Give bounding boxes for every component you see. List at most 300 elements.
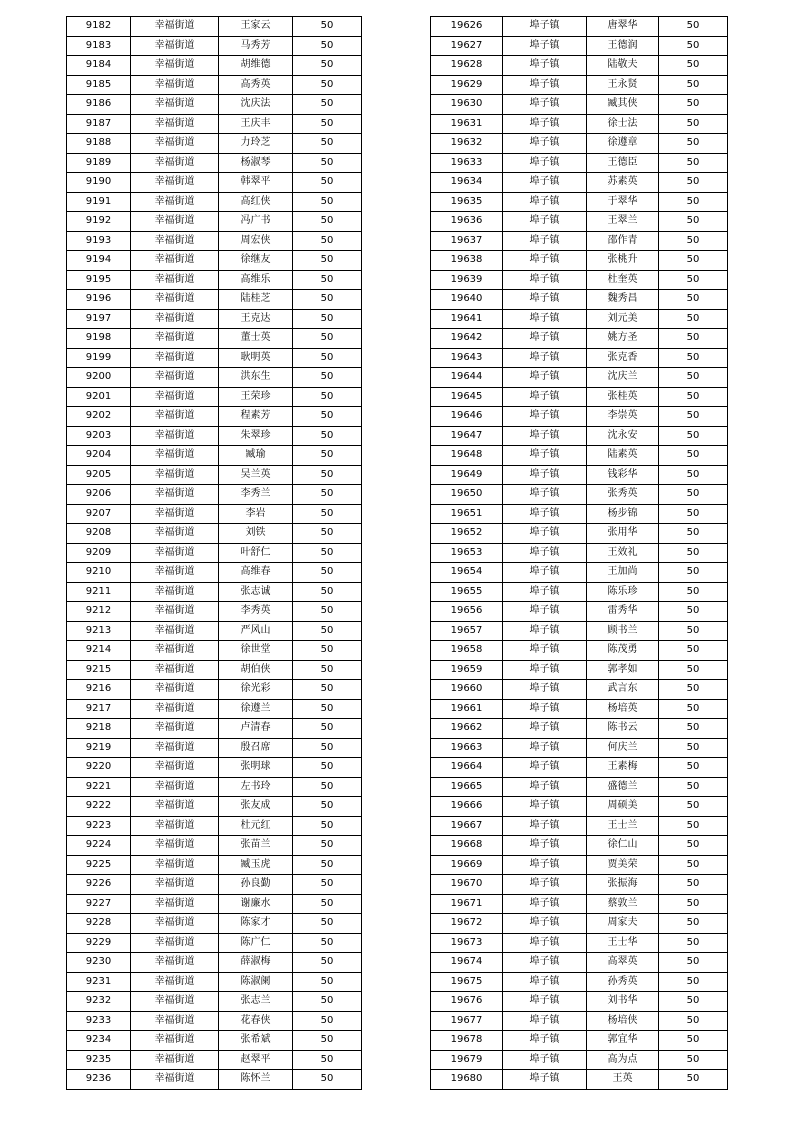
- name-cell: 王庆丰: [219, 114, 293, 134]
- amount-cell: 50: [293, 992, 362, 1012]
- table-row: [431, 290, 728, 310]
- district-cell: 埠子镇: [503, 797, 587, 817]
- district-cell: 埠子镇: [503, 75, 587, 95]
- district-cell: 埠子镇: [503, 465, 587, 485]
- amount-cell: 50: [293, 894, 362, 914]
- name-cell: 唐翠华: [587, 17, 659, 37]
- name-cell: 杨培英: [587, 699, 659, 719]
- serial-number-cell: 19677: [431, 1011, 503, 1031]
- table-row: [431, 114, 728, 134]
- amount-cell: 50: [293, 543, 362, 563]
- name-cell: 蔡敦兰: [587, 894, 659, 914]
- serial-number-cell: 9228: [67, 914, 131, 934]
- table-row: [67, 699, 362, 719]
- serial-number-cell: 19660: [431, 680, 503, 700]
- amount-cell: 50: [293, 329, 362, 349]
- serial-number-cell: 9209: [67, 543, 131, 563]
- table-row: [431, 836, 728, 856]
- district-cell: 埠子镇: [503, 426, 587, 446]
- district-cell: 幸福街道: [131, 680, 219, 700]
- district-cell: 埠子镇: [503, 387, 587, 407]
- district-cell: 幸福街道: [131, 914, 219, 934]
- district-cell: 埠子镇: [503, 582, 587, 602]
- amount-cell: 50: [293, 114, 362, 134]
- district-cell: 幸福街道: [131, 36, 219, 56]
- amount-cell: 50: [659, 348, 728, 368]
- district-cell: 幸福街道: [131, 270, 219, 290]
- name-cell: 陈怀兰: [219, 1070, 293, 1090]
- table-row: [67, 836, 362, 856]
- serial-number-cell: 19666: [431, 797, 503, 817]
- name-cell: 盛德兰: [587, 777, 659, 797]
- district-cell: 幸福街道: [131, 933, 219, 953]
- table-row: [67, 582, 362, 602]
- serial-number-cell: 9189: [67, 153, 131, 173]
- amount-cell: 50: [293, 816, 362, 836]
- table-row: [67, 36, 362, 56]
- district-cell: 幸福街道: [131, 212, 219, 232]
- table-row: [431, 17, 728, 37]
- amount-cell: 50: [659, 719, 728, 739]
- district-cell: 幸福街道: [131, 992, 219, 1012]
- name-cell: 严风山: [219, 621, 293, 641]
- name-cell: 徐世堂: [219, 641, 293, 661]
- table-row: [67, 777, 362, 797]
- district-cell: 埠子镇: [503, 1011, 587, 1031]
- serial-number-cell: 9227: [67, 894, 131, 914]
- serial-number-cell: 19669: [431, 855, 503, 875]
- name-cell: 董士英: [219, 329, 293, 349]
- name-cell: 杨培侠: [587, 1011, 659, 1031]
- amount-cell: 50: [293, 173, 362, 193]
- right-table: [430, 16, 728, 1090]
- table-row: [67, 251, 362, 271]
- amount-cell: 50: [659, 660, 728, 680]
- table-row: [67, 797, 362, 817]
- table-row: [431, 1050, 728, 1070]
- name-cell: 周硕美: [587, 797, 659, 817]
- amount-cell: 50: [659, 738, 728, 758]
- name-cell: 高维乐: [219, 270, 293, 290]
- name-cell: 高维春: [219, 563, 293, 583]
- table-row: [67, 660, 362, 680]
- table-row: [67, 56, 362, 76]
- table-row: [431, 1070, 728, 1090]
- serial-number-cell: 9226: [67, 875, 131, 895]
- amount-cell: 50: [659, 953, 728, 973]
- district-cell: 埠子镇: [503, 758, 587, 778]
- district-cell: 幸福街道: [131, 192, 219, 212]
- name-cell: 冯广书: [219, 212, 293, 232]
- name-cell: 王克达: [219, 309, 293, 329]
- table-row: [67, 212, 362, 232]
- table-row: [431, 153, 728, 173]
- amount-cell: 50: [293, 309, 362, 329]
- name-cell: 陆素英: [587, 446, 659, 466]
- name-cell: 陈书云: [587, 719, 659, 739]
- district-cell: 幸福街道: [131, 407, 219, 427]
- amount-cell: 50: [293, 212, 362, 232]
- name-cell: 雷秀华: [587, 602, 659, 622]
- table-row: [67, 524, 362, 544]
- amount-cell: 50: [293, 797, 362, 817]
- amount-cell: 50: [659, 329, 728, 349]
- amount-cell: 50: [293, 602, 362, 622]
- table-row: [431, 212, 728, 232]
- district-cell: 幸福街道: [131, 894, 219, 914]
- name-cell: 王素梅: [587, 758, 659, 778]
- table-row: [67, 348, 362, 368]
- district-cell: 幸福街道: [131, 17, 219, 37]
- table-row: [431, 1011, 728, 1031]
- amount-cell: 50: [659, 1011, 728, 1031]
- serial-number-cell: 19670: [431, 875, 503, 895]
- name-cell: 胡维德: [219, 56, 293, 76]
- amount-cell: 50: [293, 738, 362, 758]
- district-cell: 埠子镇: [503, 56, 587, 76]
- district-cell: 埠子镇: [503, 270, 587, 290]
- serial-number-cell: 9194: [67, 251, 131, 271]
- serial-number-cell: 9233: [67, 1011, 131, 1031]
- table-row: [67, 75, 362, 95]
- amount-cell: 50: [293, 855, 362, 875]
- name-cell: 陆桂芝: [219, 290, 293, 310]
- amount-cell: 50: [293, 875, 362, 895]
- name-cell: 沈庆兰: [587, 368, 659, 388]
- district-cell: 埠子镇: [503, 933, 587, 953]
- amount-cell: 50: [659, 56, 728, 76]
- amount-cell: 50: [293, 387, 362, 407]
- table-row: [431, 543, 728, 563]
- table-row: [431, 582, 728, 602]
- amount-cell: 50: [659, 270, 728, 290]
- serial-number-cell: 9215: [67, 660, 131, 680]
- serial-number-cell: 19668: [431, 836, 503, 856]
- table-row: [67, 972, 362, 992]
- serial-number-cell: 9218: [67, 719, 131, 739]
- name-cell: 王士华: [587, 933, 659, 953]
- name-cell: 王家云: [219, 17, 293, 37]
- district-cell: 幸福街道: [131, 309, 219, 329]
- serial-number-cell: 19629: [431, 75, 503, 95]
- table-row: [431, 309, 728, 329]
- serial-number-cell: 9223: [67, 816, 131, 836]
- district-cell: 幸福街道: [131, 1031, 219, 1051]
- amount-cell: 50: [659, 777, 728, 797]
- serial-number-cell: 9224: [67, 836, 131, 856]
- district-cell: 埠子镇: [503, 446, 587, 466]
- serial-number-cell: 9207: [67, 504, 131, 524]
- amount-cell: 50: [293, 446, 362, 466]
- district-cell: 幸福街道: [131, 621, 219, 641]
- district-cell: 幸福街道: [131, 75, 219, 95]
- table-row: [67, 543, 362, 563]
- amount-cell: 50: [659, 524, 728, 544]
- amount-cell: 50: [659, 407, 728, 427]
- name-cell: 顾书兰: [587, 621, 659, 641]
- amount-cell: 50: [293, 660, 362, 680]
- serial-number-cell: 19653: [431, 543, 503, 563]
- amount-cell: 50: [659, 563, 728, 583]
- amount-cell: 50: [659, 543, 728, 563]
- serial-number-cell: 19649: [431, 465, 503, 485]
- name-cell: 杨淑琴: [219, 153, 293, 173]
- table-row: [67, 270, 362, 290]
- name-cell: 邵作青: [587, 231, 659, 251]
- name-cell: 胡伯侠: [219, 660, 293, 680]
- name-cell: 杜元红: [219, 816, 293, 836]
- amount-cell: 50: [293, 524, 362, 544]
- amount-cell: 50: [659, 75, 728, 95]
- table-row: [431, 36, 728, 56]
- name-cell: 张克香: [587, 348, 659, 368]
- amount-cell: 50: [659, 816, 728, 836]
- table-row: [431, 75, 728, 95]
- district-cell: 幸福街道: [131, 56, 219, 76]
- serial-number-cell: 19659: [431, 660, 503, 680]
- amount-cell: 50: [293, 953, 362, 973]
- table-row: [431, 270, 728, 290]
- table-row: [431, 485, 728, 505]
- district-cell: 幸福街道: [131, 855, 219, 875]
- table-row: [67, 738, 362, 758]
- name-cell: 卢清春: [219, 719, 293, 739]
- table-row: [431, 1031, 728, 1051]
- serial-number-cell: 9236: [67, 1070, 131, 1090]
- table-row: [431, 933, 728, 953]
- name-cell: 张秀英: [587, 485, 659, 505]
- serial-number-cell: 9205: [67, 465, 131, 485]
- name-cell: 王效礼: [587, 543, 659, 563]
- table-row: [67, 173, 362, 193]
- amount-cell: 50: [293, 1011, 362, 1031]
- district-cell: 埠子镇: [503, 407, 587, 427]
- name-cell: 赵翠平: [219, 1050, 293, 1070]
- table-row: [431, 368, 728, 388]
- amount-cell: 50: [659, 914, 728, 934]
- district-cell: 幸福街道: [131, 719, 219, 739]
- serial-number-cell: 9191: [67, 192, 131, 212]
- name-cell: 王荣珍: [219, 387, 293, 407]
- district-cell: 幸福街道: [131, 114, 219, 134]
- serial-number-cell: 19657: [431, 621, 503, 641]
- name-cell: 高为点: [587, 1050, 659, 1070]
- amount-cell: 50: [293, 153, 362, 173]
- table-row: [67, 309, 362, 329]
- district-cell: 埠子镇: [503, 114, 587, 134]
- district-cell: 埠子镇: [503, 836, 587, 856]
- amount-cell: 50: [293, 1031, 362, 1051]
- amount-cell: 50: [659, 446, 728, 466]
- serial-number-cell: 19665: [431, 777, 503, 797]
- serial-number-cell: 9188: [67, 134, 131, 154]
- name-cell: 叶舒仁: [219, 543, 293, 563]
- district-cell: 幸福街道: [131, 251, 219, 271]
- district-cell: 埠子镇: [503, 485, 587, 505]
- district-cell: 埠子镇: [503, 309, 587, 329]
- amount-cell: 50: [659, 797, 728, 817]
- serial-number-cell: 9185: [67, 75, 131, 95]
- amount-cell: 50: [659, 387, 728, 407]
- name-cell: 沈永安: [587, 426, 659, 446]
- district-cell: 埠子镇: [503, 17, 587, 37]
- name-cell: 李秀兰: [219, 485, 293, 505]
- table-row: [67, 1070, 362, 1090]
- amount-cell: 50: [293, 504, 362, 524]
- name-cell: 张友成: [219, 797, 293, 817]
- serial-number-cell: 19672: [431, 914, 503, 934]
- name-cell: 力玲芝: [219, 134, 293, 154]
- name-cell: 张志兰: [219, 992, 293, 1012]
- name-cell: 沈庆法: [219, 95, 293, 115]
- serial-number-cell: 9182: [67, 17, 131, 37]
- amount-cell: 50: [293, 17, 362, 37]
- table-row: [431, 758, 728, 778]
- table-row: [67, 641, 362, 661]
- table-row: [431, 914, 728, 934]
- name-cell: 孙良勤: [219, 875, 293, 895]
- serial-number-cell: 19648: [431, 446, 503, 466]
- amount-cell: 50: [659, 992, 728, 1012]
- table-row: [67, 95, 362, 115]
- amount-cell: 50: [293, 621, 362, 641]
- serial-number-cell: 19634: [431, 173, 503, 193]
- serial-number-cell: 9195: [67, 270, 131, 290]
- name-cell: 高红侠: [219, 192, 293, 212]
- serial-number-cell: 19652: [431, 524, 503, 544]
- district-cell: 幸福街道: [131, 446, 219, 466]
- serial-number-cell: 19646: [431, 407, 503, 427]
- district-cell: 幸福街道: [131, 95, 219, 115]
- name-cell: 王永贤: [587, 75, 659, 95]
- left-table: [66, 16, 362, 1090]
- amount-cell: 50: [293, 348, 362, 368]
- serial-number-cell: 19680: [431, 1070, 503, 1090]
- serial-number-cell: 9213: [67, 621, 131, 641]
- table-row: [431, 348, 728, 368]
- name-cell: 周宏侠: [219, 231, 293, 251]
- district-cell: 埠子镇: [503, 504, 587, 524]
- amount-cell: 50: [659, 1050, 728, 1070]
- district-cell: 埠子镇: [503, 914, 587, 934]
- name-cell: 臧瑜: [219, 446, 293, 466]
- serial-number-cell: 9204: [67, 446, 131, 466]
- amount-cell: 50: [659, 641, 728, 661]
- table-row: [431, 329, 728, 349]
- name-cell: 张用华: [587, 524, 659, 544]
- district-cell: 幸福街道: [131, 465, 219, 485]
- serial-number-cell: 9184: [67, 56, 131, 76]
- table-row: [431, 251, 728, 271]
- name-cell: 王翠兰: [587, 212, 659, 232]
- serial-number-cell: 9221: [67, 777, 131, 797]
- table-row: [431, 797, 728, 817]
- district-cell: 幸福街道: [131, 329, 219, 349]
- amount-cell: 50: [659, 134, 728, 154]
- serial-number-cell: 19630: [431, 95, 503, 115]
- table-row: [67, 329, 362, 349]
- amount-cell: 50: [659, 465, 728, 485]
- district-cell: 幸福街道: [131, 1050, 219, 1070]
- serial-number-cell: 9220: [67, 758, 131, 778]
- serial-number-cell: 19632: [431, 134, 503, 154]
- table-row: [67, 602, 362, 622]
- amount-cell: 50: [293, 407, 362, 427]
- amount-cell: 50: [293, 192, 362, 212]
- serial-number-cell: 9201: [67, 387, 131, 407]
- amount-cell: 50: [659, 17, 728, 37]
- table-row: [431, 563, 728, 583]
- serial-number-cell: 19658: [431, 641, 503, 661]
- amount-cell: 50: [659, 231, 728, 251]
- district-cell: 幸福街道: [131, 758, 219, 778]
- district-cell: 埠子镇: [503, 660, 587, 680]
- amount-cell: 50: [659, 621, 728, 641]
- table-row: [431, 777, 728, 797]
- serial-number-cell: 9192: [67, 212, 131, 232]
- district-cell: 埠子镇: [503, 816, 587, 836]
- amount-cell: 50: [659, 251, 728, 271]
- serial-number-cell: 19675: [431, 972, 503, 992]
- table-row: [67, 407, 362, 427]
- serial-number-cell: 9206: [67, 485, 131, 505]
- district-cell: 幸福街道: [131, 777, 219, 797]
- serial-number-cell: 9235: [67, 1050, 131, 1070]
- name-cell: 张明球: [219, 758, 293, 778]
- district-cell: 埠子镇: [503, 875, 587, 895]
- table-row: [431, 134, 728, 154]
- amount-cell: 50: [293, 777, 362, 797]
- serial-number-cell: 9217: [67, 699, 131, 719]
- amount-cell: 50: [659, 699, 728, 719]
- amount-cell: 50: [293, 426, 362, 446]
- name-cell: 于翠华: [587, 192, 659, 212]
- table-row: [67, 758, 362, 778]
- table-row: [67, 485, 362, 505]
- district-cell: 幸福街道: [131, 504, 219, 524]
- table-row: [67, 426, 362, 446]
- serial-number-cell: 19631: [431, 114, 503, 134]
- district-cell: 埠子镇: [503, 251, 587, 271]
- amount-cell: 50: [659, 290, 728, 310]
- serial-number-cell: 9186: [67, 95, 131, 115]
- district-cell: 幸福街道: [131, 953, 219, 973]
- serial-number-cell: 19661: [431, 699, 503, 719]
- amount-cell: 50: [659, 309, 728, 329]
- serial-number-cell: 9219: [67, 738, 131, 758]
- amount-cell: 50: [293, 582, 362, 602]
- name-cell: 张桃升: [587, 251, 659, 271]
- district-cell: 幸福街道: [131, 972, 219, 992]
- name-cell: 李岩: [219, 504, 293, 524]
- amount-cell: 50: [659, 212, 728, 232]
- amount-cell: 50: [659, 933, 728, 953]
- serial-number-cell: 19662: [431, 719, 503, 739]
- amount-cell: 50: [659, 758, 728, 778]
- name-cell: 杜奎英: [587, 270, 659, 290]
- name-cell: 王加尚: [587, 563, 659, 583]
- name-cell: 朱翠珍: [219, 426, 293, 446]
- name-cell: 魏秀昌: [587, 290, 659, 310]
- table-row: [67, 1031, 362, 1051]
- district-cell: 埠子镇: [503, 1070, 587, 1090]
- name-cell: 李崇英: [587, 407, 659, 427]
- name-cell: 郭宜华: [587, 1031, 659, 1051]
- name-cell: 郭孝如: [587, 660, 659, 680]
- district-cell: 埠子镇: [503, 680, 587, 700]
- district-cell: 埠子镇: [503, 368, 587, 388]
- table-row: [431, 602, 728, 622]
